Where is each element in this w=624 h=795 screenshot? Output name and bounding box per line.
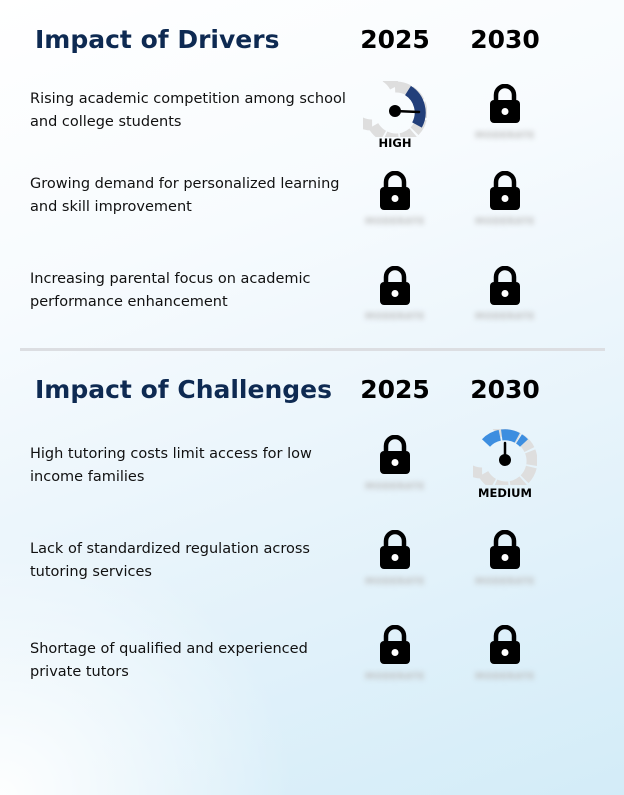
section-title: Impact of Drivers bbox=[35, 25, 280, 54]
challenge-row bbox=[0, 433, 624, 523]
locked-value-text: MODERATE bbox=[365, 217, 425, 227]
impact-level-label: HIGH bbox=[378, 136, 412, 150]
year-header-2025: 2025 bbox=[360, 25, 430, 54]
locked-value-text: MODERATE bbox=[475, 131, 535, 141]
locked-value-text: MODERATE bbox=[365, 482, 425, 492]
challenge-label: High tutoring costs limit access for low income families bbox=[30, 446, 312, 485]
impact-cell-2030 bbox=[450, 628, 560, 708]
impact-cell-2030 bbox=[450, 163, 560, 243]
driver-row bbox=[0, 78, 624, 168]
driver-label: Growing demand for personalized learning and skill improvement bbox=[30, 176, 340, 215]
locked-value-text: MODERATE bbox=[475, 217, 535, 227]
speedometer-gauge-icon bbox=[473, 429, 537, 485]
lock-icon bbox=[376, 625, 414, 665]
driver-label: Rising academic competition among school and college students bbox=[30, 91, 346, 130]
speedometer-gauge-icon bbox=[363, 81, 427, 137]
challenge-label: Lack of standardized regulation across tutoring services bbox=[30, 541, 310, 580]
lock-icon bbox=[486, 266, 524, 306]
challenge-row bbox=[0, 528, 624, 618]
challenge-row bbox=[0, 628, 624, 718]
lock-icon bbox=[486, 530, 524, 570]
year-header-2025: 2025 bbox=[360, 375, 430, 404]
driver-row bbox=[0, 163, 624, 253]
lock-icon bbox=[486, 171, 524, 211]
impact-cell-2025 bbox=[340, 628, 450, 708]
locked-value-text: MODERATE bbox=[475, 312, 535, 322]
impact-cell-2030 bbox=[450, 528, 560, 608]
impact-cell-2025 bbox=[340, 163, 450, 243]
lock-icon bbox=[376, 530, 414, 570]
drivers-section bbox=[0, 0, 624, 345]
impact-cell-2025 bbox=[340, 258, 450, 338]
challenges-section bbox=[0, 350, 624, 795]
lock-icon bbox=[376, 266, 414, 306]
locked-value-text: MODERATE bbox=[475, 577, 535, 587]
year-header-2030: 2030 bbox=[470, 375, 540, 404]
impact-cell-2025 bbox=[340, 78, 450, 158]
impact-cell-2030 bbox=[450, 258, 560, 338]
locked-value-text: MODERATE bbox=[475, 672, 535, 682]
lock-icon bbox=[486, 625, 524, 665]
locked-value-text: MODERATE bbox=[365, 672, 425, 682]
impact-cell-2030 bbox=[450, 433, 560, 513]
lock-icon bbox=[376, 171, 414, 211]
locked-value-text: MODERATE bbox=[365, 312, 425, 322]
impact-level-label: MEDIUM bbox=[478, 486, 532, 500]
driver-row bbox=[0, 258, 624, 348]
impact-cell-2025 bbox=[340, 528, 450, 608]
driver-label: Increasing parental focus on academic performance enhancement bbox=[30, 271, 311, 310]
lock-icon bbox=[486, 84, 524, 124]
year-header-2030: 2030 bbox=[470, 25, 540, 54]
lock-icon bbox=[376, 435, 414, 475]
impact-cell-2025 bbox=[340, 433, 450, 513]
locked-value-text: MODERATE bbox=[365, 577, 425, 587]
section-title: Impact of Challenges bbox=[35, 375, 332, 404]
challenge-label: Shortage of qualified and experienced private tutors bbox=[30, 641, 308, 680]
impact-cell-2030 bbox=[450, 78, 560, 158]
